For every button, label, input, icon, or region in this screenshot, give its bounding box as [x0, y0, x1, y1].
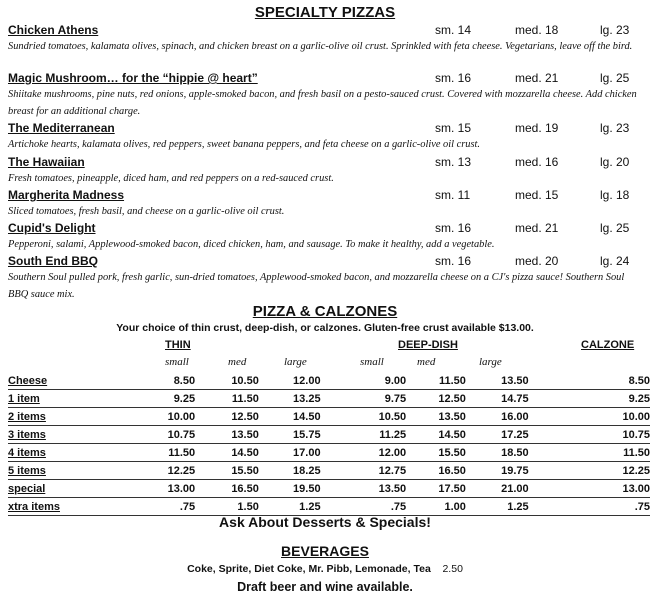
- pizza-price-med: med. 21: [515, 71, 559, 85]
- beverages-price: 2.50: [442, 563, 463, 575]
- pizza-price-sm: sm. 15: [435, 121, 472, 135]
- pizza-name: [8, 23, 98, 37]
- pizza-name: [8, 71, 258, 85]
- price-cell: 9.00: [384, 374, 407, 387]
- price-cell: 1.25: [507, 500, 529, 513]
- pizza-name-text: South End BBQ: [8, 254, 98, 268]
- pizza-name-text: The Mediterranean: [8, 121, 115, 135]
- price-cell: 16.50: [438, 464, 466, 477]
- table-row: [8, 372, 650, 390]
- pizza-name: [8, 221, 96, 235]
- size-thin-med: med: [228, 356, 247, 368]
- price-cell: 19.75: [501, 464, 529, 477]
- pizza-price-lg: lg. 20: [600, 155, 630, 169]
- price-cell: 11.50: [231, 392, 259, 405]
- price-cell: .75: [390, 500, 407, 513]
- pizza-name-text: The Hawaiian: [8, 155, 85, 169]
- specialty-pizzas-title: SPECIALTY PIZZAS: [254, 4, 396, 21]
- price-cell: 1.00: [444, 500, 466, 513]
- row-item-label: 1 item: [8, 392, 40, 405]
- pizza-price-med: med. 15: [515, 188, 559, 202]
- pizza-price-lg: lg. 18: [600, 188, 630, 202]
- table-row: [8, 426, 650, 444]
- price-cell: 13.50: [501, 374, 529, 387]
- pizza-price-sm: sm. 11: [435, 188, 471, 202]
- table-row: [8, 408, 650, 426]
- pizza-price-sm: sm. 16: [435, 221, 472, 235]
- pizza-calzones-subtitle: Your choice of thin crust, deep-dish, or calzones. Gluten-free crust available $13.00.: [116, 322, 534, 334]
- pizza-price-lg: lg. 24: [600, 254, 630, 268]
- pizza-description: Southern Soul pulled pork, fresh garlic, sun-dried tomatoes, Applewood-smoked bacon, and mozzarella cheese on a CJ's pizza sauce! Southern Soul BBQ sauce mix.: [8, 272, 625, 300]
- row-item-label: special: [8, 482, 46, 495]
- price-cell: 8.50: [628, 374, 650, 387]
- price-cell: 12.00: [293, 374, 321, 387]
- price-cell: 13.50: [378, 482, 407, 495]
- pizza-price-lg: lg. 23: [600, 121, 630, 135]
- pizza-price-lg: lg. 25: [600, 71, 630, 85]
- price-cell: 15.75: [293, 428, 321, 441]
- price-cell: 10.50: [378, 410, 407, 423]
- pizza-description: Artichoke hearts, kalamata olives, red peppers, sweet banana peppers, and feta cheese on a garlic-olive oil crust.: [8, 139, 481, 150]
- price-cell: 19.50: [293, 482, 321, 495]
- size-deep-small: small: [360, 356, 384, 368]
- price-cell: 16.00: [501, 410, 529, 423]
- pizza-name-text: Magic Mushroom: [8, 71, 107, 85]
- pizza-price-lg: lg. 25: [600, 221, 630, 235]
- price-cell: 17.50: [438, 482, 466, 495]
- price-cell: 17.25: [501, 428, 529, 441]
- pizza-description: Sliced tomatoes, fresh basil, and cheese on a garlic-olive oil crust.: [8, 206, 285, 217]
- size-thin-small: small: [165, 356, 189, 368]
- price-cell: 13.50: [231, 428, 259, 441]
- price-cell: .75: [634, 500, 650, 513]
- price-cell: 21.00: [501, 482, 529, 495]
- price-cell: 12.50: [438, 392, 466, 405]
- pizza-description: Sundried tomatoes, kalamata olives, spinach, and chicken breast on a garlic-olive oil crust. Sprinkled with feta cheese. Vegetarians, leave off the bird.: [8, 41, 633, 52]
- pizza-name: [8, 155, 85, 169]
- pizza-price-med: med. 18: [515, 23, 559, 37]
- price-cell: 13.00: [622, 482, 650, 495]
- price-cell: 16.50: [231, 482, 259, 495]
- pizza-price-med: med. 21: [515, 221, 559, 235]
- pizza-price-lg: lg. 23: [600, 23, 630, 37]
- row-item-label: 3 items: [8, 428, 46, 441]
- price-cell: 10.00: [622, 410, 650, 423]
- price-cell: 10.75: [167, 428, 196, 441]
- beverages-list: Coke, Sprite, Diet Coke, Mr. Pibb, Lemonade, Tea: [187, 563, 431, 575]
- pizza-price-sm: sm. 16: [435, 254, 472, 268]
- beverages-title: BEVERAGES: [281, 543, 369, 559]
- pizza-description: Fresh tomatoes, pineapple, diced ham, and red peppers on a red-sauced crust.: [8, 173, 334, 184]
- size-deep-med: med: [417, 356, 436, 368]
- pizza-price-med: med. 16: [515, 155, 559, 169]
- pizza-name: [8, 188, 124, 202]
- pizza-name: [8, 121, 115, 135]
- pizza-price-sm: sm. 16: [435, 71, 472, 85]
- pizza-name-text: Cupid's Delight: [8, 221, 96, 235]
- calzone-header: CALZONE: [581, 339, 635, 351]
- pizza-price-sm: sm. 13: [435, 155, 472, 169]
- price-cell: 8.50: [173, 374, 196, 387]
- ask-about-specials: Ask About Desserts & Specials!: [219, 514, 431, 530]
- price-cell: 9.25: [173, 392, 196, 405]
- price-cell: 14.50: [231, 446, 259, 459]
- pizza-description: Shiitake mushrooms, pine nuts, red onions, apple-smoked bacon, and fresh basil on a pesto-sauced crust. Covered with mozzarella cheese. Add chicken breast for an additional charge.: [8, 89, 637, 117]
- table-row: [8, 390, 650, 408]
- price-cell: 15.50: [438, 446, 466, 459]
- thin-header: THIN: [165, 339, 191, 351]
- price-cell: 1.25: [299, 500, 321, 513]
- price-cell: 14.50: [293, 410, 321, 423]
- row-item-label: Cheese: [8, 374, 48, 387]
- price-cell: 18.25: [293, 464, 321, 477]
- row-item-label: 4 items: [8, 446, 46, 459]
- price-cell: 13.50: [438, 410, 466, 423]
- price-table: [8, 372, 650, 516]
- price-cell: 10.75: [622, 428, 650, 441]
- price-cell: 11.50: [168, 446, 196, 459]
- price-cell: 10.00: [167, 410, 196, 423]
- pizza-price-sm: sm. 14: [435, 23, 472, 37]
- pizza-name-suffix: … for the “hippie @ heart”: [106, 71, 258, 85]
- price-cell: 1.50: [237, 500, 259, 513]
- price-cell: 11.50: [623, 446, 650, 459]
- price-cell: 15.50: [231, 464, 259, 477]
- price-cell: 9.25: [628, 392, 650, 405]
- pizza-name: [8, 254, 98, 268]
- row-item-label: 2 items: [8, 410, 46, 423]
- beverages-line: [0, 563, 650, 575]
- price-cell: 11.25: [379, 428, 407, 441]
- pizza-description: Pepperoni, salami, Applewood-smoked bacon, diced chicken, ham, and sausage. To make it healthy, add a vegetable.: [8, 239, 495, 250]
- deep-dish-header: DEEP-DISH: [398, 339, 458, 351]
- pizza-price-med: med. 20: [515, 254, 559, 268]
- price-cell: 14.75: [501, 392, 529, 405]
- price-cell: 9.75: [384, 392, 407, 405]
- row-item-label: 5 items: [8, 464, 46, 477]
- price-cell: 10.50: [231, 374, 259, 387]
- price-cell: 11.50: [438, 374, 466, 387]
- row-item-label: xtra items: [8, 500, 60, 513]
- price-cell: 18.50: [501, 446, 529, 459]
- table-row: [8, 462, 650, 480]
- table-row: [8, 498, 650, 516]
- pizza-price-med: med. 19: [515, 121, 559, 135]
- price-cell: 12.00: [378, 446, 407, 459]
- price-cell: .75: [179, 500, 196, 513]
- price-cell: 14.50: [438, 428, 466, 441]
- size-thin-large: large: [284, 356, 307, 368]
- price-cell: 13.25: [293, 392, 321, 405]
- price-cell: 12.25: [622, 464, 650, 477]
- size-deep-large: large: [479, 356, 502, 368]
- draft-beer-note: Draft beer and wine available.: [237, 580, 413, 594]
- price-cell: 12.50: [231, 410, 259, 423]
- pizza-name-text: Chicken Athens: [8, 23, 99, 37]
- pizza-calzones-title: PIZZA & CALZONES: [252, 303, 398, 320]
- price-cell: 12.25: [167, 464, 196, 477]
- table-row: [8, 444, 650, 462]
- price-cell: 13.00: [167, 482, 196, 495]
- price-cell: 12.75: [378, 464, 407, 477]
- pizza-name-text: Margherita Madness: [8, 188, 125, 202]
- table-row: [8, 480, 650, 498]
- price-cell: 17.00: [293, 446, 321, 459]
